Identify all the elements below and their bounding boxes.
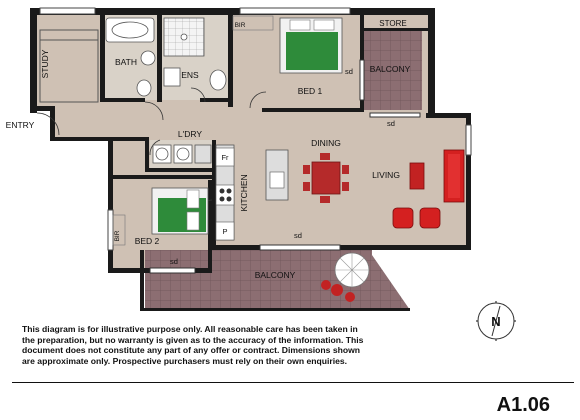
bir-top-label: BIR [234,22,246,29]
bed2-label: BED 2 [134,236,160,246]
fridge-label: Fr [221,153,229,162]
sd-living-label: sd [387,119,395,128]
bir-bed2-label: BIR [114,230,121,242]
sd-balcony-label: sd [294,231,302,240]
kitchen-label: KITCHEN [239,174,249,212]
kitchen-sink [270,172,284,188]
bed2-furniture [152,188,208,234]
north-compass [476,301,516,341]
armchair-left [393,208,413,228]
bed1-cover [286,32,338,70]
unit-number: A1.06 [496,394,550,416]
sd-bed1-label: sd [345,67,353,76]
disclaimer-text: This diagram is for illustrative purpose only. All reasonable care has been taken in the preparation, but no warranty is given as to the accuracy of the information. This document does not constitute any part of any offer or contract. Dimensions shown are approximate only. Prospective purchasers must rely on their own enquiries. [22,324,364,366]
living-label: LIVING [372,170,400,180]
store-label: STORE [379,19,407,28]
balcony-bottom-label: BALCONY [254,270,296,280]
pantry-label: P [222,227,228,236]
laundry-appliances [153,145,211,163]
balcony-top-label: BALCONY [369,64,411,74]
balcony-bottom [145,250,410,310]
divider-line [12,382,574,383]
sd-bed2-label: sd [170,257,178,266]
coffee-table [410,163,424,189]
ens-basin [164,68,180,86]
armchair-right [420,208,440,228]
study-label: STUDY [40,49,50,79]
bath-label: BATH [114,57,138,67]
bed1-furniture [280,18,342,73]
bath-basin [141,51,155,65]
ens-toilet [210,70,226,90]
ens-label: ENS [181,70,199,80]
dining-label: DINING [311,138,341,148]
north-label: N [491,314,501,329]
cooktop [216,185,234,205]
bed1-label: BED 1 [297,86,323,96]
entry-label: ENTRY [5,120,35,130]
bath-toilet [137,80,151,96]
ldry-label: L'DRY [177,129,203,139]
